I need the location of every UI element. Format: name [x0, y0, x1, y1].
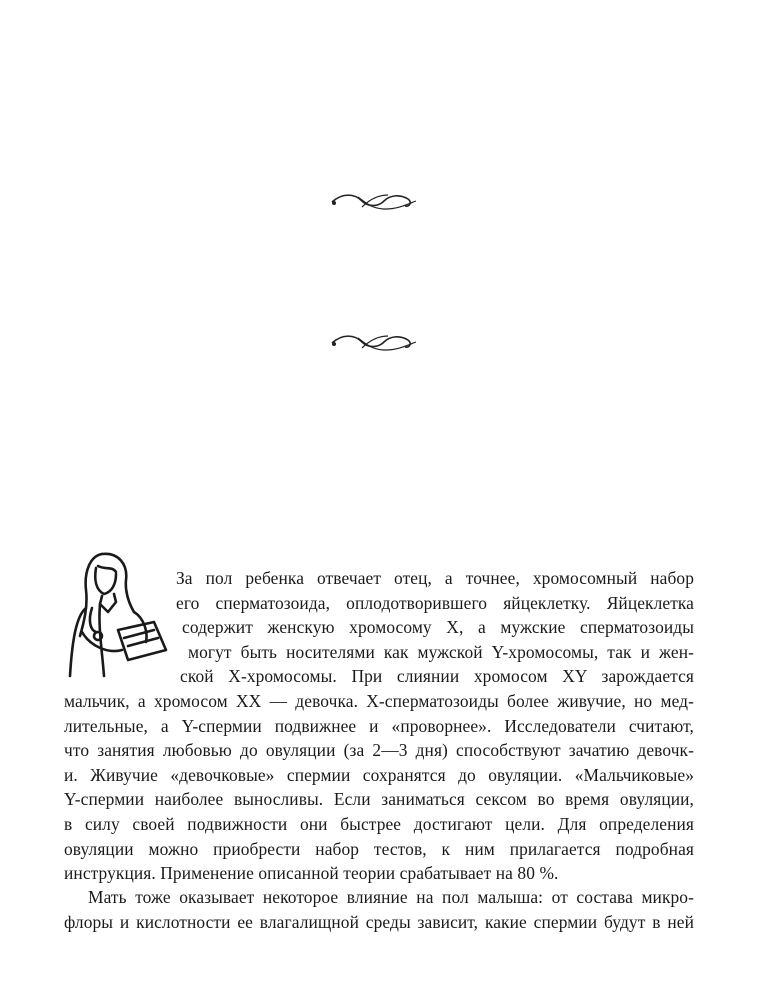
text-line: Y-спермии наиболее выносливы. Если заниматься сексом во время овуляции,: [64, 789, 694, 810]
text-line: флоры и кислотности ее влагалищной среды зависит, какие спермии будут в ней: [64, 911, 694, 932]
flourish-divider-icon: [328, 189, 420, 215]
text-line: что занятия любовью до овуляции (за 2—3 дня) способствуют зачатию девочк-: [64, 740, 694, 761]
flourish-divider-icon: [328, 330, 420, 356]
paragraph-1: [64, 566, 694, 886]
text-line: овуляции можно приобрести набор тестов, к ним прилагается подробная: [64, 838, 694, 859]
text-line: ской X-хромосомы. При слиянии хромосом XY зарождается: [180, 666, 694, 687]
text-line: его сперматозоида, оплодотворившего яйцеклетку. Яйцеклетка: [176, 592, 694, 613]
text-line: За пол ребенка отвечает отец, а точнее, хромосомный набор: [176, 568, 694, 588]
text-line: лительные, а Y-спермии подвижнее и «проворнее». Исследователи считают,: [64, 715, 694, 736]
text-line: могут быть носителями как мужской Y-хромосомы, так и жен-: [188, 641, 694, 662]
text-line: мальчик, а хромосом XX — девочка. X-сперматозоиды более живучие, но мед-: [64, 690, 694, 711]
text-line: и. Живучие «девочковые» спермии сохранятся до овуляции. «Мальчиковые»: [64, 764, 694, 785]
text-line: инструкция. Применение описанной теории срабатывает на 80 %.: [64, 863, 559, 884]
text-line: содержит женскую хромосому X, а мужские сперматозоиды: [182, 617, 694, 638]
text-line: Мать тоже оказывает некоторое влияние на пол малыша: от состава микро-: [88, 887, 694, 907]
text-line: в силу своей подвижности они быстрее достигают цели. Для определения: [64, 813, 694, 834]
paragraph-2: [64, 885, 694, 934]
